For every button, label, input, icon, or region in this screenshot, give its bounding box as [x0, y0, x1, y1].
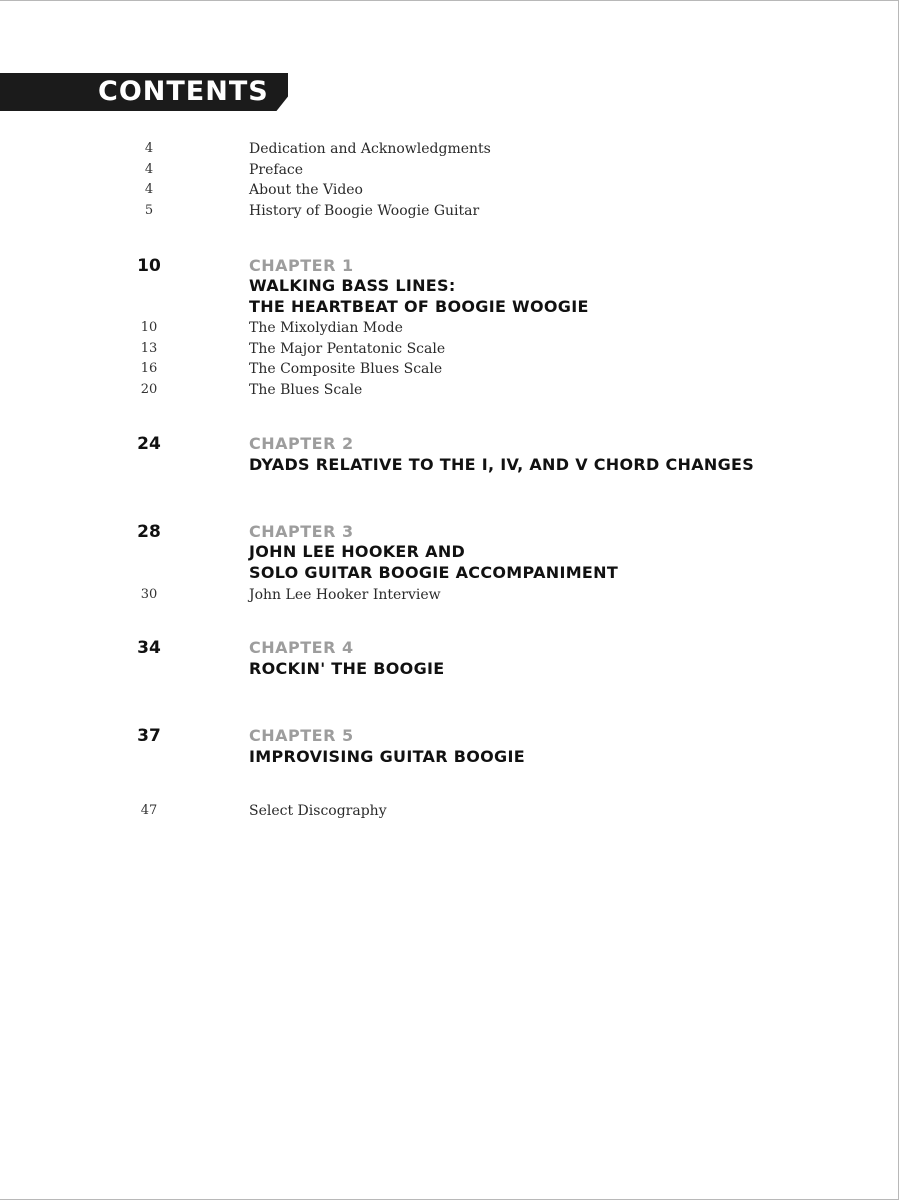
chapter-title: ROCKIN' THE BOOGIE — [249, 659, 445, 678]
toc-entry-title: The Composite Blues Scale — [249, 361, 443, 377]
chapter-title: THE HEARTBEAT OF BOOGIE WOOGIE — [249, 297, 589, 316]
chapter-label: CHAPTER 5 — [249, 726, 354, 745]
toc-page-number: 5 — [144, 203, 154, 218]
chapter-label: CHAPTER 3 — [249, 522, 354, 541]
toc-entry-title: John Lee Hooker Interview — [249, 587, 441, 603]
toc-page-number: 4 — [144, 162, 154, 177]
page-title: CONTENTS — [98, 76, 269, 107]
toc-page-number: 13 — [140, 341, 158, 356]
toc-entry-title: Select Discography — [249, 803, 387, 819]
chapter-label: CHAPTER 4 — [249, 638, 354, 657]
toc-entry-title: The Mixolydian Mode — [249, 320, 403, 336]
toc-page-number: 20 — [140, 382, 158, 397]
chapter-page-number: 37 — [137, 726, 161, 746]
toc-entry-title: Preface — [249, 162, 304, 178]
chapter-title: JOHN LEE HOOKER AND — [249, 542, 466, 561]
toc-page-number: 4 — [144, 141, 154, 156]
chapter-title: IMPROVISING GUITAR BOOGIE — [249, 747, 525, 766]
chapter-title: DYADS RELATIVE TO THE I, IV, AND V CHORD CHANGES — [249, 455, 755, 474]
toc-page-number: 4 — [144, 182, 154, 197]
chapter-page-number: 10 — [137, 256, 161, 276]
toc-page-number: 16 — [140, 361, 158, 376]
toc-entry-title: About the Video — [249, 182, 363, 198]
chapter-page-number: 34 — [137, 638, 161, 658]
toc-entry-title: History of Boogie Woogie Guitar — [249, 203, 480, 219]
toc-entry-title: The Blues Scale — [249, 382, 363, 398]
toc-page-number: 10 — [140, 320, 158, 335]
chapter-label: CHAPTER 2 — [249, 434, 354, 453]
toc-page-number: 30 — [140, 587, 158, 602]
chapter-page-number: 24 — [137, 434, 161, 454]
chapter-title: WALKING BASS LINES: — [249, 276, 456, 295]
chapter-title: SOLO GUITAR BOOGIE ACCOMPANIMENT — [249, 563, 619, 582]
chapter-page-number: 28 — [137, 522, 161, 542]
toc-entry-title: The Major Pentatonic Scale — [249, 341, 446, 357]
chapter-label: CHAPTER 1 — [249, 256, 354, 275]
toc-entry-title: Dedication and Acknowledgments — [249, 141, 491, 157]
toc-page-number: 47 — [140, 803, 158, 818]
